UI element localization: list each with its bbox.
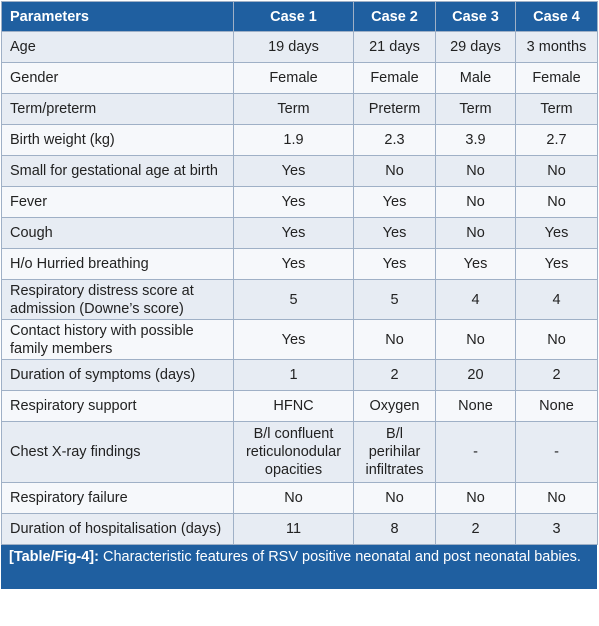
parameter-cell <box>2 125 234 156</box>
case-4-cell <box>516 125 598 156</box>
cell-line: 3.9 <box>465 132 486 148</box>
parameter-cell <box>2 514 234 545</box>
cell-line: Female <box>370 70 419 86</box>
case-4-cell <box>516 32 598 63</box>
case-1-cell <box>234 514 354 545</box>
cell-line: No <box>385 331 404 348</box>
cell-line: Fever <box>10 194 48 210</box>
table-row <box>2 483 598 514</box>
table-row <box>2 249 598 280</box>
header-case-2: Case 2 <box>354 2 436 32</box>
case-1-cell <box>234 218 354 249</box>
header-case-1: Case 1 <box>234 2 354 32</box>
cell-line: Yes <box>281 256 306 272</box>
cell-line: - <box>473 444 478 460</box>
cell-line: No <box>385 163 404 179</box>
case-4-cell <box>516 422 598 483</box>
cell-line: Female <box>269 70 318 86</box>
case-3-cell <box>436 94 516 125</box>
cell-line: 2.3 <box>384 132 405 148</box>
case-3-cell <box>436 483 516 514</box>
case-1-cell <box>234 32 354 63</box>
cell-line: 5 <box>289 291 298 308</box>
case-1-cell <box>234 360 354 391</box>
cell-line: 2.7 <box>546 132 567 148</box>
case-4-cell <box>516 514 598 545</box>
case-3-cell <box>436 32 516 63</box>
cell-line: No <box>547 194 566 210</box>
table-row <box>2 218 598 249</box>
cell-line: 2 <box>390 367 399 383</box>
cell-line: Yes <box>281 194 306 210</box>
case-2-cell <box>354 360 436 391</box>
cell-line: Yes <box>281 331 306 348</box>
cell-line: 19 days <box>268 39 319 55</box>
case-2-cell <box>354 156 436 187</box>
cell-line: Yes <box>463 256 488 272</box>
cell-line: Small for gestational age at birth <box>10 163 218 179</box>
cell-line: No <box>385 490 404 506</box>
cell-line: Yes <box>382 256 407 272</box>
cell-line: 5 <box>390 291 399 308</box>
table-row <box>2 360 598 391</box>
cell-line: 2 <box>552 367 561 383</box>
cell-line: Male <box>459 70 492 86</box>
case-2-cell <box>354 187 436 218</box>
case-2-cell <box>354 125 436 156</box>
cell-line: 3 months <box>526 39 587 55</box>
cell-line: Yes <box>281 225 306 241</box>
case-4-cell <box>516 280 598 320</box>
cell-line: Chest X-ray findings <box>10 444 141 460</box>
case-4-cell <box>516 218 598 249</box>
cell-line: No <box>466 163 485 179</box>
cell-line: None <box>539 398 574 414</box>
cell-line: 11 <box>285 521 302 537</box>
case-2-cell <box>354 483 436 514</box>
parameter-cell <box>2 249 234 280</box>
parameter-cell <box>2 94 234 125</box>
case-4-cell <box>516 63 598 94</box>
cell-line: Term/preterm <box>10 101 97 117</box>
cell-line: No <box>466 490 485 506</box>
cell-line: Term <box>459 101 492 117</box>
cell-line: Term <box>540 101 573 117</box>
case-1-cell <box>234 391 354 422</box>
cell-line: 8 <box>390 521 399 537</box>
cell-line: infiltrates <box>365 462 424 478</box>
case-3-cell <box>436 422 516 483</box>
case-3-cell <box>436 514 516 545</box>
cell-line: Oxygen <box>369 398 420 414</box>
case-1-cell <box>234 249 354 280</box>
parameter-cell <box>2 320 234 360</box>
cell-line: Preterm <box>368 101 421 117</box>
cell-line: Contact history with possible <box>10 322 194 339</box>
cell-line: HFNC <box>273 398 314 414</box>
cell-line: family members <box>10 340 113 357</box>
parameter-cell <box>2 187 234 218</box>
table-row <box>2 32 598 63</box>
cell-line: Cough <box>10 225 53 241</box>
cell-line: No <box>547 331 566 348</box>
case-1-cell <box>234 422 354 483</box>
cell-line: opacities <box>264 462 323 478</box>
cell-line: 2 <box>471 521 480 537</box>
parameter-cell <box>2 156 234 187</box>
table-row <box>2 156 598 187</box>
cell-line: Age <box>10 39 36 55</box>
case-2-cell <box>354 280 436 320</box>
cell-line: admission (Downe’s score) <box>10 300 184 317</box>
cell-line: Duration of symptoms (days) <box>10 367 196 383</box>
parameter-cell <box>2 32 234 63</box>
case-2-cell <box>354 422 436 483</box>
parameter-cell <box>2 422 234 483</box>
cell-line: 4 <box>471 291 480 308</box>
table-row <box>2 391 598 422</box>
case-4-cell <box>516 320 598 360</box>
caption-text: Characteristic features of RSV positive neonatal and post neonatal babies. <box>98 549 581 565</box>
header-parameters: Parameters <box>2 2 234 32</box>
cell-line: No <box>466 225 485 241</box>
cell-line: Respiratory support <box>10 398 137 414</box>
case-3-cell <box>436 249 516 280</box>
parameter-cell <box>2 483 234 514</box>
parameter-cell <box>2 360 234 391</box>
case-1-cell <box>234 280 354 320</box>
table-row <box>2 63 598 94</box>
case-4-cell <box>516 187 598 218</box>
case-4-cell <box>516 249 598 280</box>
parameter-cell <box>2 63 234 94</box>
cell-line: B/l <box>386 426 403 442</box>
cell-line: Female <box>532 70 581 86</box>
parameter-cell <box>2 391 234 422</box>
cell-line: Duration of hospitalisation (days) <box>10 521 222 537</box>
case-1-cell <box>234 483 354 514</box>
case-3-cell <box>436 187 516 218</box>
table-row <box>2 94 598 125</box>
table-row <box>2 422 598 483</box>
case-3-cell <box>436 156 516 187</box>
header-case-3: Case 3 <box>436 2 516 32</box>
case-2-cell <box>354 63 436 94</box>
case-1-cell <box>234 187 354 218</box>
case-3-cell <box>436 218 516 249</box>
case-2-cell <box>354 320 436 360</box>
case-3-cell <box>436 360 516 391</box>
case-1-cell <box>234 156 354 187</box>
cell-line: No <box>547 163 566 179</box>
cell-line: No <box>466 331 485 348</box>
case-2-cell <box>354 94 436 125</box>
table-header-row <box>2 2 598 32</box>
case-3-cell <box>436 280 516 320</box>
case-2-cell <box>354 249 436 280</box>
case-features-table <box>1 1 598 545</box>
case-3-cell <box>436 63 516 94</box>
table-caption <box>1 545 597 589</box>
cell-line: No <box>284 490 303 506</box>
cell-line: 4 <box>552 291 561 308</box>
case-3-cell <box>436 391 516 422</box>
cell-line: Yes <box>281 163 306 179</box>
case-2-cell <box>354 391 436 422</box>
table-row <box>2 320 598 360</box>
cell-line: Yes <box>382 194 407 210</box>
case-4-cell <box>516 391 598 422</box>
cell-line: Respiratory failure <box>10 490 128 506</box>
case-2-cell <box>354 514 436 545</box>
cell-line: Gender <box>10 70 59 86</box>
parameter-cell <box>2 218 234 249</box>
case-2-cell <box>354 32 436 63</box>
cell-line: H/o Hurried breathing <box>10 256 149 272</box>
cell-line: No <box>547 490 566 506</box>
case-4-cell <box>516 483 598 514</box>
cell-line: Term <box>277 101 310 117</box>
case-2-cell <box>354 218 436 249</box>
caption-ref: [Table/Fig-4]: <box>9 549 99 565</box>
cell-line: 20 <box>467 367 484 383</box>
cell-line: reticulonodular <box>245 444 342 460</box>
case-3-cell <box>436 320 516 360</box>
header-case-4: Case 4 <box>516 2 598 32</box>
cell-line: No <box>466 194 485 210</box>
cell-line: None <box>458 398 493 414</box>
cell-line: Yes <box>544 225 569 241</box>
table-figure <box>1 1 598 589</box>
parameter-cell <box>2 280 234 320</box>
case-1-cell <box>234 320 354 360</box>
case-4-cell <box>516 156 598 187</box>
cell-line: 1.9 <box>283 132 304 148</box>
table-row <box>2 125 598 156</box>
cell-line: Yes <box>382 225 407 241</box>
case-1-cell <box>234 125 354 156</box>
cell-line: Birth weight (kg) <box>10 132 115 148</box>
cell-line: 1 <box>289 367 298 383</box>
cell-line: Yes <box>544 256 569 272</box>
cell-line: 21 days <box>369 39 420 55</box>
case-4-cell <box>516 360 598 391</box>
table-row <box>2 187 598 218</box>
cell-line: 29 days <box>450 39 501 55</box>
table-row <box>2 280 598 320</box>
cell-line: - <box>554 444 559 460</box>
cell-line: perihilar <box>368 444 421 460</box>
case-4-cell <box>516 94 598 125</box>
table-row <box>2 514 598 545</box>
case-3-cell <box>436 125 516 156</box>
cell-line: Respiratory distress score at <box>10 282 194 299</box>
case-1-cell <box>234 94 354 125</box>
cell-line: B/l confluent <box>253 426 334 442</box>
case-1-cell <box>234 63 354 94</box>
cell-line: 3 <box>552 521 561 537</box>
